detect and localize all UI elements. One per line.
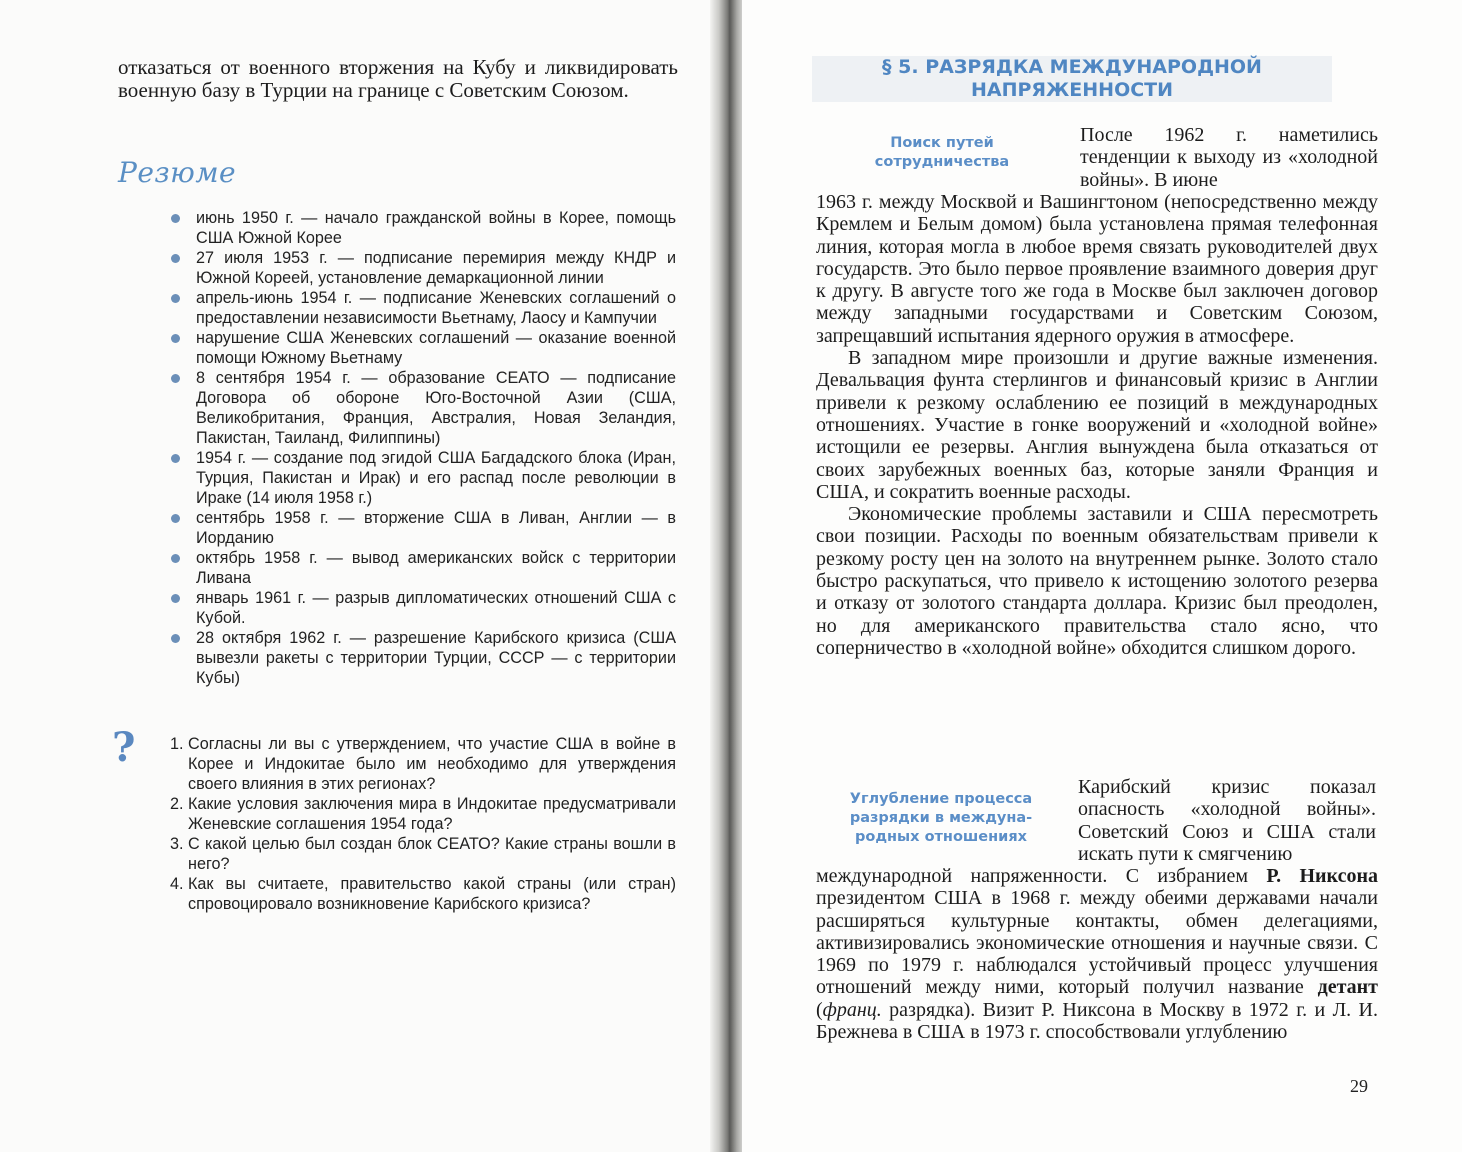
term-french-abbrev: франц. xyxy=(822,998,882,1021)
bullet-icon xyxy=(171,214,180,223)
summary-item: июнь 1950 г. — начало гражданской войны в Корее, помощь США Южной Корее xyxy=(170,208,676,248)
margin-note-detente: Углубление процесса разрядки в междуна- родных отношениях xyxy=(849,791,1033,845)
term-detente: детант xyxy=(1317,976,1378,999)
bullet-icon xyxy=(171,334,180,343)
body-paragraph: международной напряженности. С избранием Р. Никсона президентом США в 1968 г. между обеими державами начали расширяться культурные контакты, обмен делегациями, активизировались экономические отношения и научные связи. С 1969 по 1979 г. наблюдался устойчивый процесс улучшения отношений между ними, который получил название детант (франц. разрядка). Визит Р. Никсона в Москву в 1972 г. и Л. И. Брежнева в США в 1973 г. способствовали углублению xyxy=(816,865,1378,1044)
question-item: 4. Как вы считаете, правительство какой страны (или стран) спровоцировало возникновение Карибского кризиса? xyxy=(170,875,676,913)
question-item: 2. Какие условия заключения мира в Индокитае предусматривали Женевские соглашения 1954 года? xyxy=(170,795,676,833)
page-number: 29 xyxy=(1350,1076,1368,1096)
body-paragraph: После 1962 г. наметились тенденции к выходу из «холодной войны». В июне xyxy=(1080,124,1378,191)
body-paragraph: Экономические проблемы заставили и США пересмотреть свои позиции. Расходы по военным обязательствам привели к резкому росту цен на золото на внутреннем рынке. Золото стало быстро раскупаться, что привело к истощению золотого резерва и отказу от золотого стандарта доллара. Кризис был преодолен, но для американского правительства стало ясно, что соперничество в «холодной войне» обходится слишком дорого. xyxy=(816,503,1378,659)
bullet-icon xyxy=(171,294,180,303)
body-paragraph: В западном мире произошли и другие важные изменения. Девальвация фунта стерлингов и финансовый кризис в Англии привели к резкому ослаблению ее позиций в международных отношениях. Участие в гонке вооружений и «холодной войне» истощили ее резервы. Англия вынуждена была отказаться от своих зарубежных военных баз, которые заняли Франция и США, и сократить военные расходы. xyxy=(816,347,1378,503)
summary-item: апрель-июнь 1954 г. — подписание Женевских соглашений о предоставлении независимости Вьетнаму, Лаосу и Кампучии xyxy=(170,288,676,328)
summary-item: 8 сентября 1954 г. — образование СЕАТО — подписание Договора об обороне Юго-Восточной Азии (США, Великобритания, Франция, Австралия, Новая Зеландия, Пакистан, Таиланд, Филиппины) xyxy=(170,368,676,448)
question-mark-icon: ? xyxy=(112,724,136,771)
summary-item: сентябрь 1958 г. — вторжение США в Ливан, Англии — в Иорданию xyxy=(170,508,676,548)
bullet-icon xyxy=(171,634,180,643)
body-paragraph: Карибский кризис показал опасность «холодной войны». Советский Союз и США стали искать пути к смягчению xyxy=(1078,776,1376,865)
margin-note-cooperation: Поиск путей сотрудничества xyxy=(874,135,1010,170)
right-page xyxy=(742,0,1462,1152)
summary-item: январь 1961 г. — разрыв дипломатических отношений США с Кубой. xyxy=(170,588,676,628)
left-page xyxy=(0,0,716,1152)
bullet-icon xyxy=(171,454,180,463)
summary-list xyxy=(170,208,676,688)
bullet-icon xyxy=(171,554,180,563)
section-title: § 5. РАЗРЯДКА МЕЖДУНАРОДНОЙ НАПРЯЖЕННОСТИ xyxy=(812,56,1332,102)
intro-paragraph: отказаться от военного вторжения на Кубу и ликвидировать военную базу в Турции на границе с Советским Союзом. xyxy=(118,55,678,102)
body-paragraph: 1963 г. между Москвой и Вашингтоном (непосредственно между Кремлем и Белым домом) была установлена прямая телефонная линия, которая могла в любое время связать руководителей двух государств. Это было первое проявление взаимного доверия друг к другу. В августе того же года в Москве был заключен договор между западными государствами и Советским Союзом, запрещавший испытания ядерного оружия в атмосфере. xyxy=(816,191,1378,347)
term-nixon: Р. Никсона xyxy=(1266,865,1378,887)
body-text xyxy=(816,191,1378,659)
summary-item: 27 июля 1953 г. — подписание перемирия между КНДР и Южной Кореей, установление демаркационной линии xyxy=(170,248,676,288)
summary-item: нарушение США Женевских соглашений — оказание военной помощи Южному Вьетнаму xyxy=(170,328,676,368)
summary-item: 1954 г. — создание под эгидой США Багдадского блока (Иран, Турция, Пакистан и Ирак) и его распад после революции в Ираке (14 июля 1958 г.) xyxy=(170,448,676,508)
question-item: 3. С какой целью был создан блок СЕАТО? Какие страны вошли в него? xyxy=(170,835,676,873)
bullet-icon xyxy=(171,254,180,263)
bullet-icon xyxy=(171,594,180,603)
summary-item: 28 октября 1962 г. — разрешение Карибского кризиса (США вывезли ракеты с территории Турции, СССР — с территории Кубы) xyxy=(170,628,676,688)
bullet-icon xyxy=(171,514,180,523)
question-item: 1. Согласны ли вы с утверждением, что участие США в войне в Корее и Индокитае было им необходимо для утверждения своего влияния в этих регионах? xyxy=(170,735,676,793)
question-list xyxy=(170,734,676,914)
book-spine xyxy=(710,0,746,1152)
summary-item: октябрь 1958 г. — вывод американских войск с территории Ливана xyxy=(170,548,676,588)
bullet-icon xyxy=(171,374,180,383)
summary-heading: Резюме xyxy=(118,156,237,189)
